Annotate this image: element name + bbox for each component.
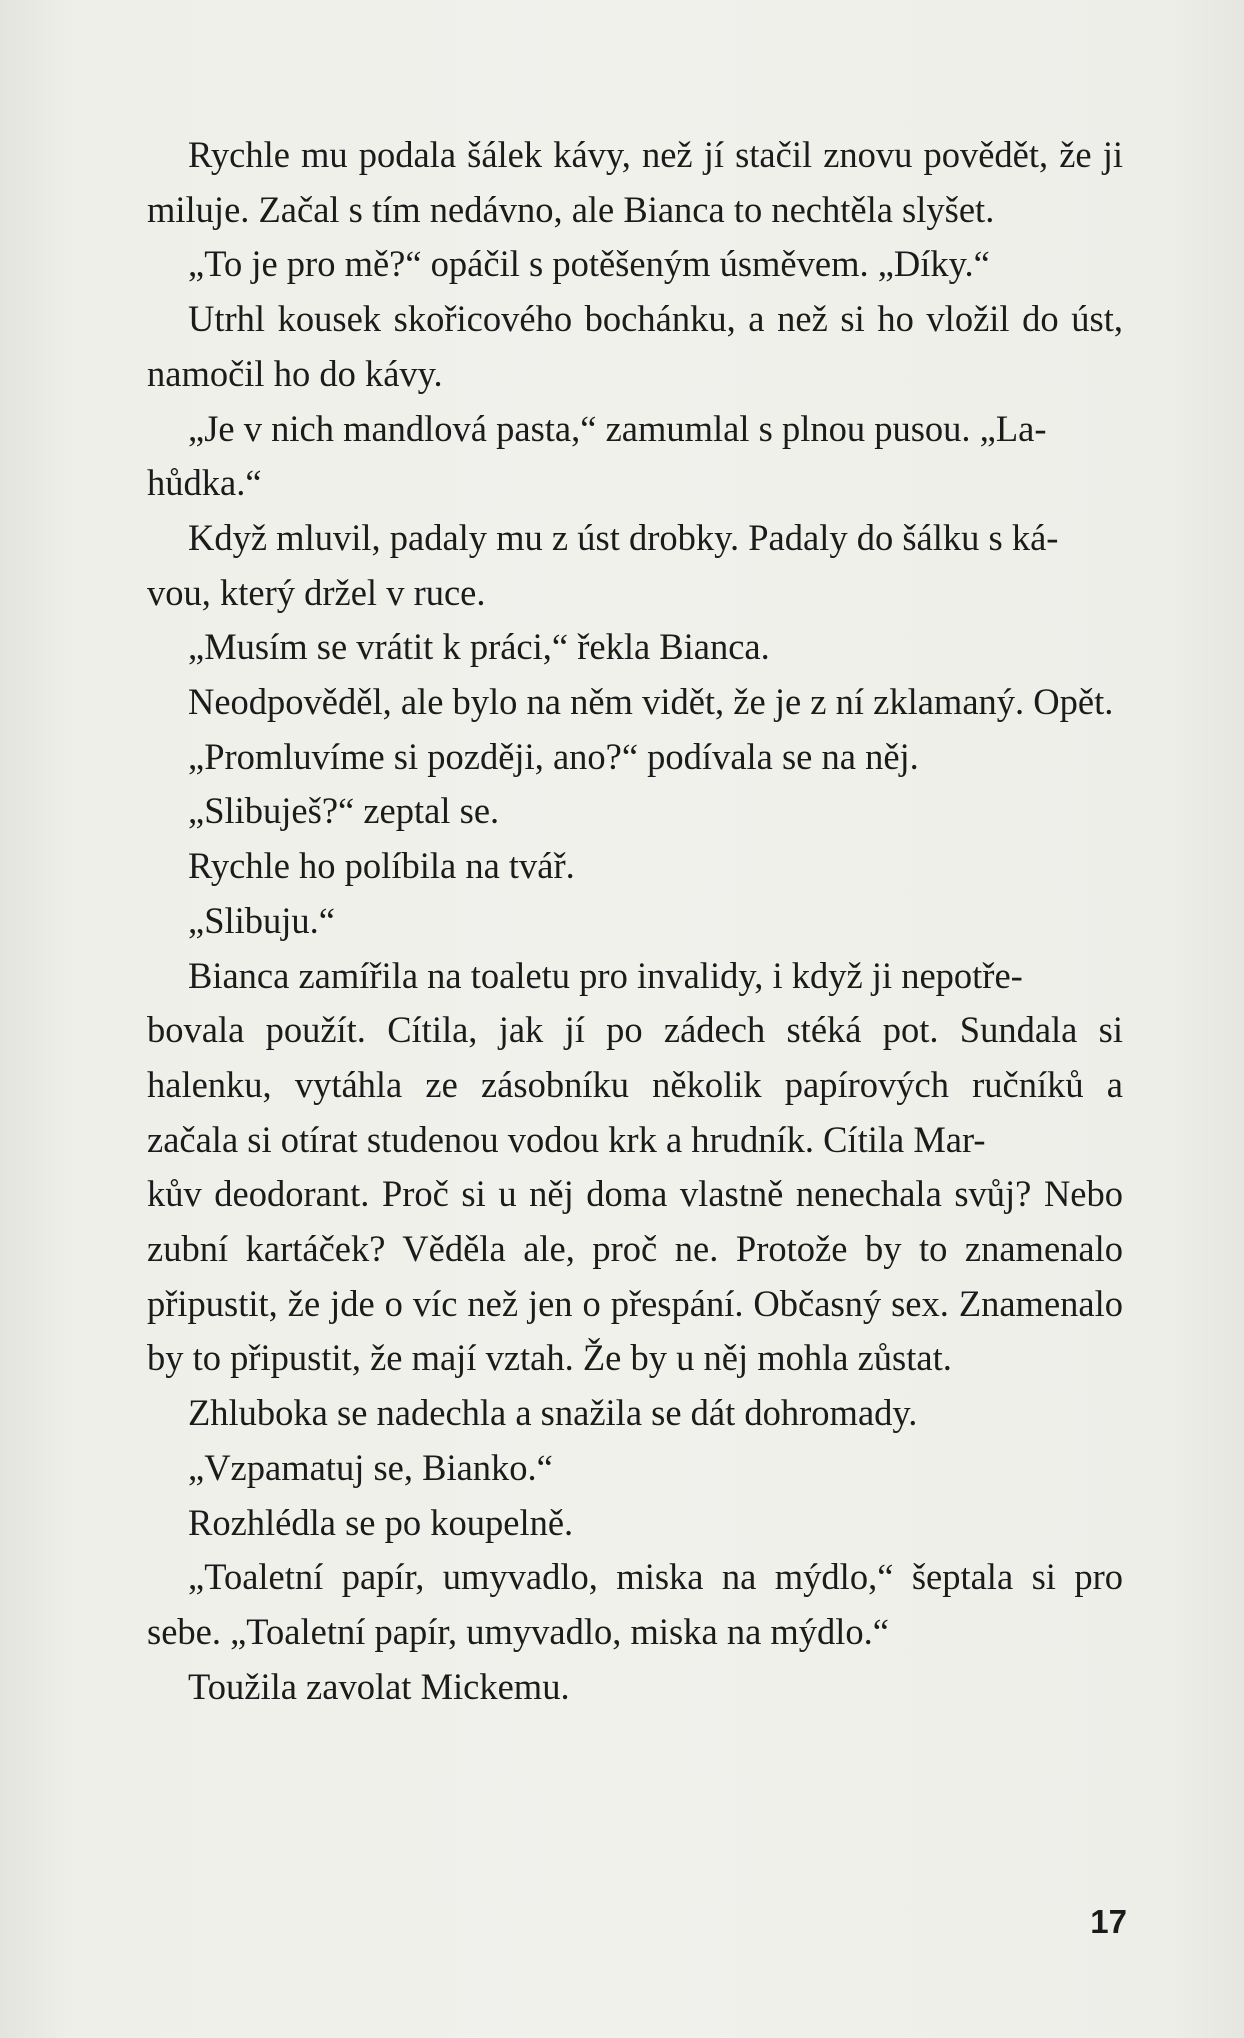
paragraph: Neodpověděl, ale bylo na něm vidět, že je z ní zklamaný. Opět.	[188, 681, 1114, 723]
paragraph: „To je pro mě?“ opáčil s potěšeným úsměvem. „Díky.“	[188, 243, 990, 285]
paragraph: Zhluboka se nadechla a snažila se dát dohromady.	[188, 1392, 918, 1434]
paragraph: „Je v nich mandlová pasta,“ zamumlal s plnou pusou. „La- hůdka.“	[147, 407, 1047, 504]
paragraph: Když mluvil, padaly mu z úst drobky. Padaly do šálku s ká- vou, který držel v ruce.	[147, 516, 1059, 613]
paragraph: „Slibuješ?“ zeptal se.	[188, 790, 500, 832]
paragraph: Rychle ho políbila na tvář.	[188, 845, 575, 887]
paragraph: Bianca zamířila na toaletu pro invalidy, i když ji nepotře- bovala použít. Cítila, jak jí po zádech stéká pot. Sundala si halenku, vytáhla ze zásobníku několik papírových ručníků a začala si otírat studenou vodou krk a hrudník. Cítila Mar- kův deodorant. Proč si u něj doma vlastně nenechala svůj? Nebo zubní kartáček? Věděla ale, proč ne. Protože by to znamenalo připustit, že jde o víc než jen o přespání. Občasný sex. Znamenalo by to připustit, že mají vztah. Že by u něj mohla zůstat.	[147, 954, 1123, 1379]
paragraph: Rozhlédla se po koupelně.	[188, 1501, 574, 1543]
paragraph: „Vzpamatuj se, Bianko.“	[188, 1446, 553, 1488]
paragraph: Toužila zavolat Mickemu.	[188, 1665, 570, 1707]
body-text	[147, 128, 1123, 1714]
paragraph: „Promluvíme si později, ano?“ podívala se na něj.	[188, 735, 919, 777]
paragraph: „Slibuju.“	[188, 899, 335, 941]
paragraph: „Musím se vrátit k práci,“ řekla Bianca.	[188, 626, 770, 668]
paragraph: Utrhl kousek skořicového bochánku, a než si ho vložil do úst, namočil ho do kávy.	[147, 298, 1123, 394]
paragraph: „Toaletní papír, umyvadlo, miska na mýdlo,“ šeptala si pro sebe. „Toaletní papír, umyvadlo, miska na mýdlo.“	[147, 1556, 1123, 1652]
paragraph: Rychle mu podala šálek kávy, než jí stačil znovu povědět, že ji miluje. Začal s tím nedávno, ale Bianca to nechtěla slyšet.	[147, 134, 1123, 230]
page-number: 17	[1090, 1903, 1127, 1940]
